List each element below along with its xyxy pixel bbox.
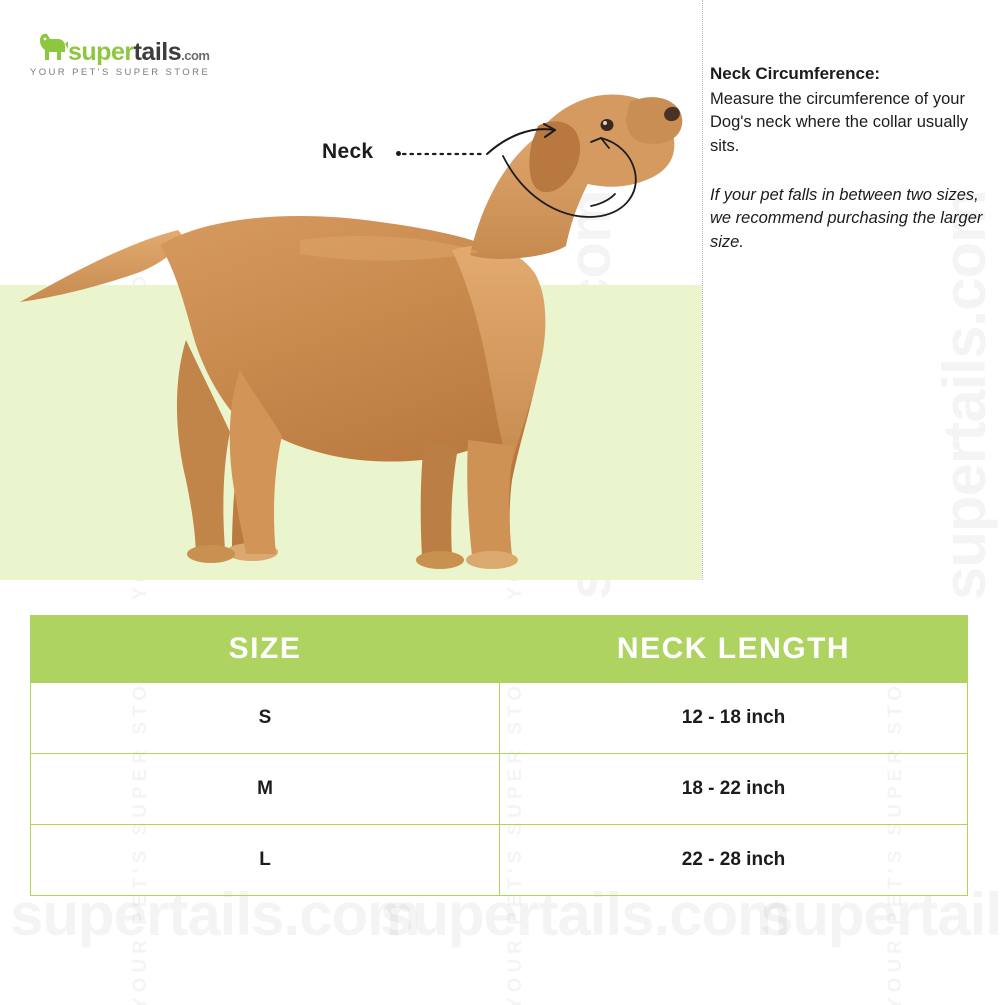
info-body: Measure the circumference of your Dog's neck where the collar usually sits.	[710, 89, 969, 155]
brand-logo[interactable]	[20, 18, 250, 78]
brand-name-part1: super	[68, 38, 134, 66]
column-header-neck-length: NECK LENGTH	[500, 616, 968, 683]
vertical-divider	[702, 0, 703, 580]
brand-tagline: YOUR PET'S SUPER STORE	[30, 67, 211, 78]
brand-wordmark	[68, 38, 209, 67]
column-header-size: SIZE	[31, 616, 500, 683]
info-note: If your pet falls in between two sizes, we recommend purchasing the larger size.	[710, 186, 983, 251]
table-row	[31, 754, 968, 825]
brand-name-domain: .com	[181, 48, 210, 63]
table-header-row	[31, 616, 968, 683]
cell-neck-length: 18 - 22 inch	[500, 754, 968, 825]
dog-logo-icon	[34, 30, 70, 66]
size-chart-table	[30, 615, 968, 896]
cell-neck-length: 12 - 18 inch	[500, 683, 968, 754]
info-title: Neck Circumference:	[710, 64, 881, 83]
cell-size: M	[31, 754, 500, 825]
table-row	[31, 683, 968, 754]
brand-name-part2: tails	[133, 38, 182, 66]
neck-callout-label: Neck	[322, 140, 374, 163]
cell-size: S	[31, 683, 500, 754]
cell-neck-length: 22 - 28 inch	[500, 825, 968, 896]
table-row	[31, 825, 968, 896]
cell-size: L	[31, 825, 500, 896]
info-panel	[710, 62, 992, 254]
neck-callout-arrows	[395, 80, 685, 250]
